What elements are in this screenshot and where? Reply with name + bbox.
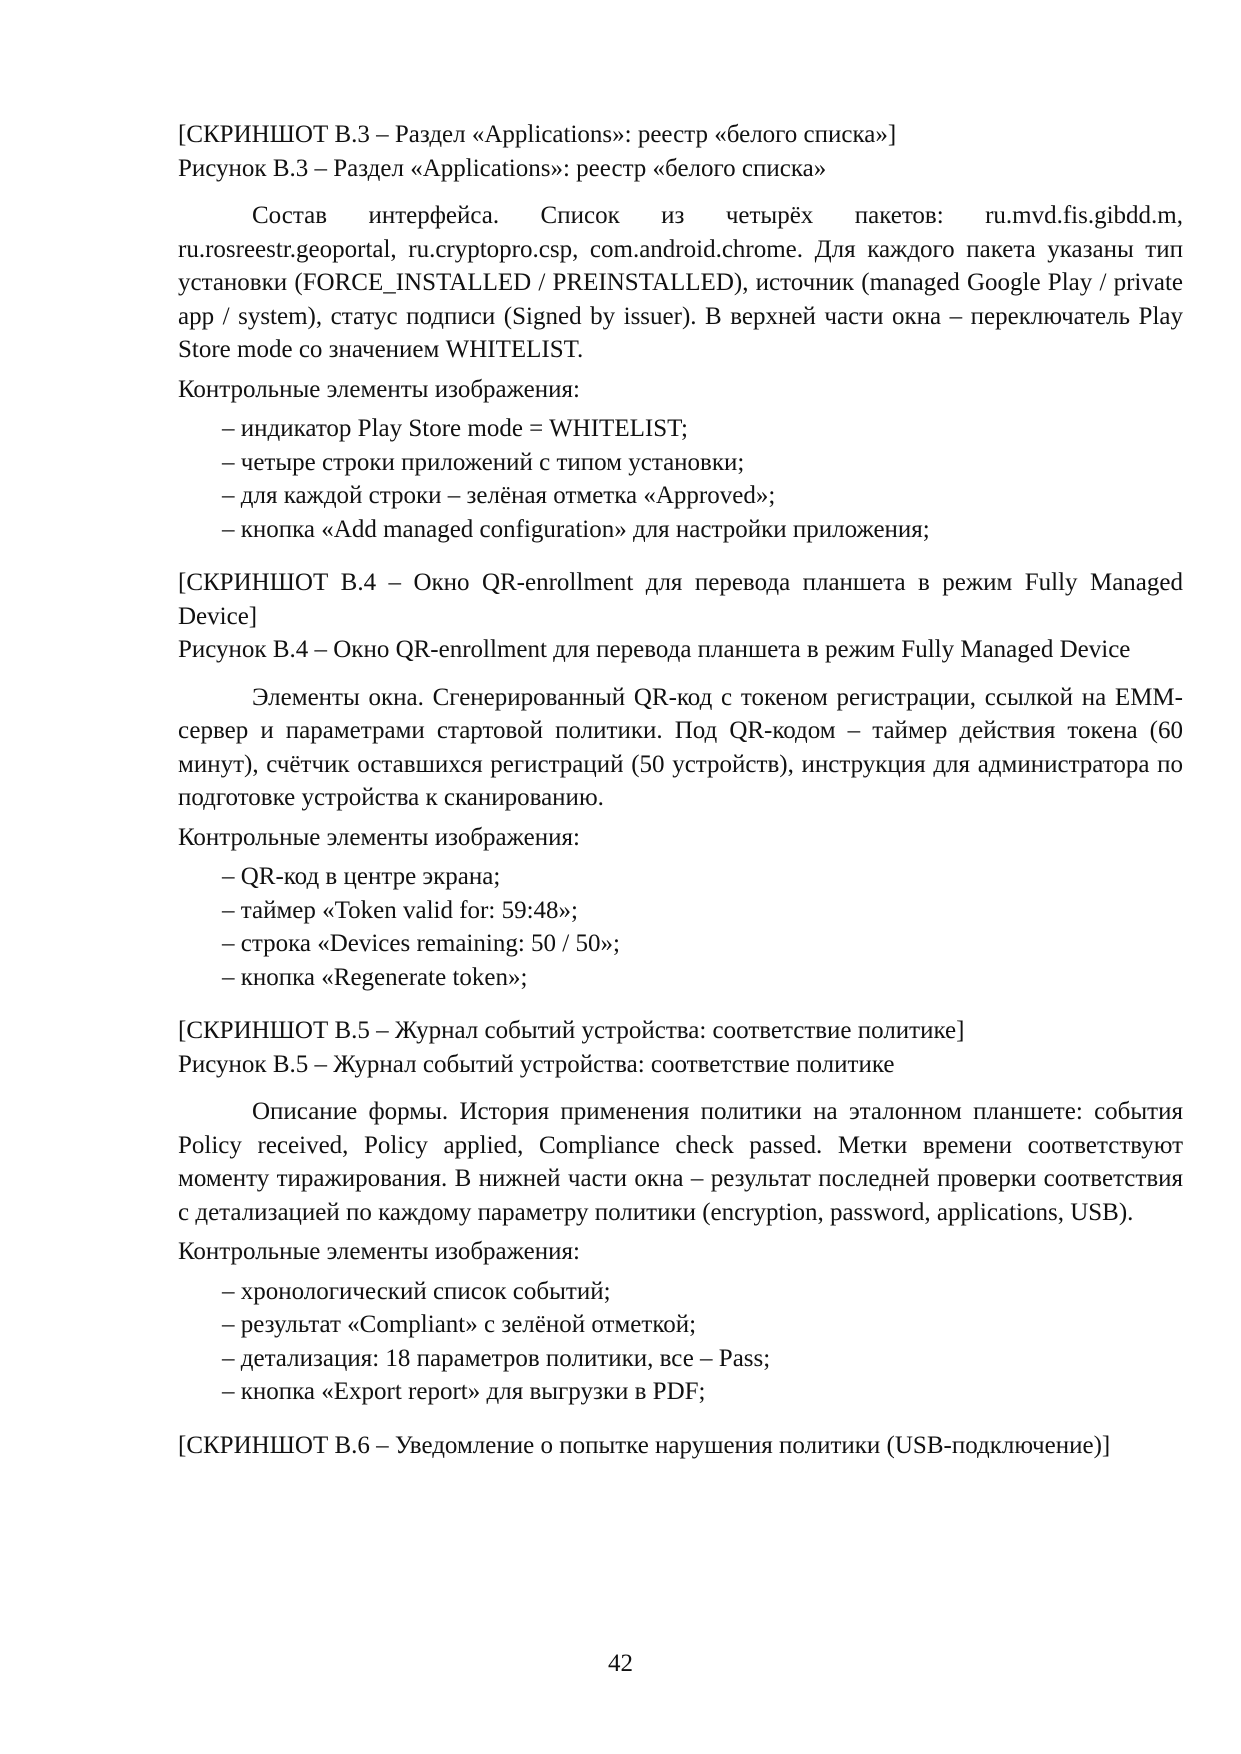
screenshot-placeholder: [СКРИНШОТ В.6 – Уведомление о попытке нарушения политики (USB-подключение)] [178,1431,1111,1459]
list-item: – четыре строки приложений с типом установки; [222,448,745,476]
section-b3 [178,118,1183,546]
figure-caption: Рисунок В.3 – Раздел «Applications»: реестр «белого списка» [178,154,827,182]
list-item: – индикатор Play Store mode = WHITELIST; [222,415,688,442]
list-item: – таймер «Token valid for: 59:48»; [222,896,578,924]
control-heading: Контрольные элементы изображения: [178,1238,580,1265]
list-item: – строка «Devices remaining: 50 / 50»; [222,930,620,957]
screenshot-placeholder: [СКРИНШОТ В.3 – Раздел «Applications»: реестр «белого списка»] [178,121,897,148]
body-paragraph: Описание формы. История применения политики на эталонном планшете: события Policy received, Policy applied, Compliance check passed. Метки времени соответствуют моменту тиражирования. В нижней части окна – результат последней проверки соответствия с детализацией по каждому параметру политики (encryption, password, applications, USB). [178,1098,1183,1226]
list-item: – детализация: 18 параметров политики, все – Pass; [222,1344,771,1372]
control-list [178,412,1183,546]
body-paragraph: Элементы окна. Сгенерированный QR-код с токеном регистрации, ссылкой на EMM-сервер и параметрами стартовой политики. Под QR-кодом – таймер действия токена (60 минут), счётчик оставшихся регистраций (50 устройств), инструкция для администратора по подготовке устройства к сканированию. [178,683,1183,811]
section-b5 [178,1014,1183,1409]
screenshot-placeholder: [СКРИНШОТ В.4 – Окно QR-enrollment для перевода планшета в режим Fully Managed Device] [178,569,1183,630]
figure-caption: Рисунок В.5 – Журнал событий устройства: соответствие политике [178,1050,895,1078]
list-item: – кнопка «Export report» для выгрузки в PDF; [222,1378,706,1405]
list-item: – кнопка «Add managed configuration» для настройки приложения; [222,515,930,543]
list-item: – для каждой строки – зелёная отметка «Approved»; [222,482,776,509]
control-heading: Контрольные элементы изображения: [178,823,580,851]
list-item: – QR-код в центре экрана; [222,863,501,890]
body-paragraph: Состав интерфейса. Список из четырёх пакетов: ru.mvd.fis.gibdd.m, ru.rosreestr.geoportal, ru.cryptopro.csp, com.android.chrome. Для каждого пакета указаны тип установки (FORCE_INSTALLED / PREINSTALLED), источник (managed Google Play / private app / system), статус подписи (Signed by issuer). В верхней части окна – переключатель Play Store mode со значением WHITELIST. [178,202,1183,363]
control-heading: Контрольные элементы изображения: [178,375,580,403]
document-page [178,118,1183,1462]
list-item: – результат «Compliant» с зелёной отметкой; [222,1311,697,1338]
section-b6 [178,1429,1183,1463]
section-b4 [178,566,1183,994]
list-item: – хронологический список событий; [222,1277,611,1305]
page-number: 42 [608,1650,633,1677]
figure-caption: Рисунок В.4 – Окно QR-enrollment для перевода планшета в режим Fully Managed Device [178,636,1131,663]
screenshot-placeholder: [СКРИНШОТ В.5 – Журнал событий устройства: соответствие политике] [178,1017,965,1044]
control-list [178,1275,1183,1409]
list-item: – кнопка «Regenerate token»; [222,963,528,991]
control-list [178,860,1183,994]
